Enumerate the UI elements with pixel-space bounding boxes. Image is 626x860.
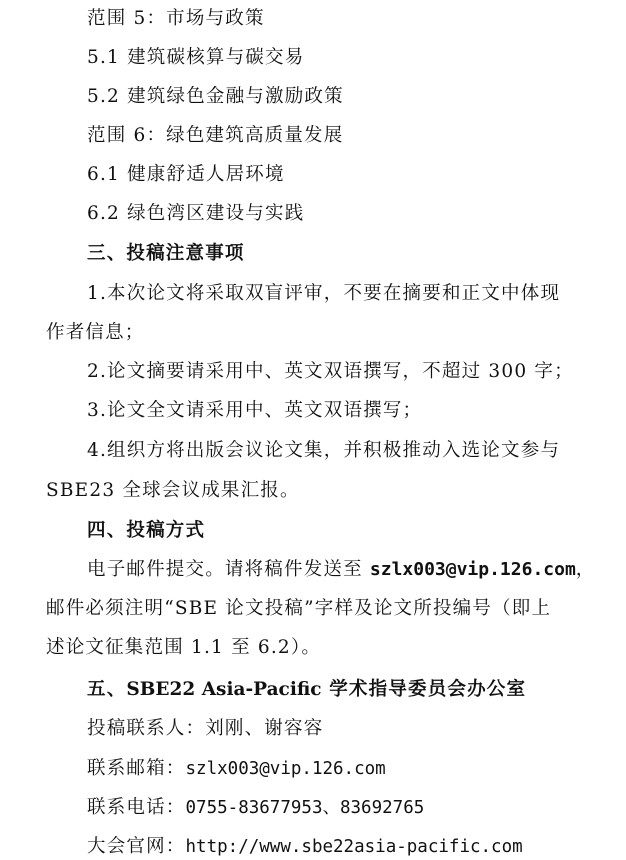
- scope5-item-2: 5.2 建筑绿色金融与激励政策: [87, 86, 344, 107]
- section5-heading-prefix: 五、: [87, 679, 127, 700]
- section4-heading: 四、投稿方式: [87, 520, 206, 541]
- section3-paragraph-4-line-2: SBE23 全球会议成果汇报。: [46, 480, 300, 501]
- scope5-item-1: 5.1 建筑碳核算与碳交易: [87, 47, 305, 68]
- website-label: 大会官网：: [87, 836, 186, 857]
- section4-line-2: 邮件必须注明“SBE 论文投稿”字样及论文所投编号（即上: [46, 598, 552, 619]
- contact-phone-value: 0755-83677953、83692765: [185, 798, 425, 818]
- contact-email-link[interactable]: szlx003@vip.126.com: [185, 759, 386, 779]
- section3-paragraph-2: 2.论文摘要请采用中、英文双语撰写，不超过 300 字；: [87, 361, 574, 382]
- scope6-item-2: 6.2 绿色湾区建设与实践: [87, 203, 305, 224]
- section5-heading: [0, 677, 626, 703]
- scope6-title: 范围 6：绿色建筑高质量发展: [87, 125, 344, 146]
- section3-paragraph-3: 3.论文全文请采用中、英文双语撰写；: [87, 400, 423, 421]
- section3-heading: 三、投稿注意事项: [87, 243, 245, 264]
- contact-phone-label: 联系电话：: [87, 797, 186, 818]
- section4-line-1-end: ，: [575, 559, 596, 580]
- contact-person-value: 刘刚、谢容容: [205, 718, 324, 739]
- scope5-title: 范围 5：市场与政策: [87, 8, 265, 29]
- section3-paragraph-1-line-2: 作者信息；: [46, 322, 145, 343]
- submission-email-link[interactable]: szlx003@vip.126.com: [369, 559, 576, 580]
- section5-heading-org: SBE22 Asia-Pacific: [126, 679, 322, 700]
- website-link[interactable]: http://www.sbe22asia-pacific.com: [185, 837, 523, 857]
- section4-line-1: [0, 557, 626, 583]
- section5-heading-suffix: 学术指导委员会办公室: [321, 679, 527, 700]
- section3-paragraph-4-line-1: 4.组织方将出版会议论文集，并积极推动入选论文参与: [87, 440, 561, 461]
- contact-email-label: 联系邮箱：: [87, 758, 186, 779]
- contact-email-line: [0, 756, 626, 782]
- contact-phone-line: [0, 795, 626, 821]
- scope6-item-1: 6.1 健康舒适人居环境: [87, 164, 285, 185]
- section4-line-3: 述论文征集范围 1.1 至 6.2）。: [46, 637, 322, 658]
- website-line: [0, 834, 626, 860]
- contact-person-line: [0, 716, 626, 742]
- section4-line-1-text: 电子邮件提交。请将稿件发送至: [87, 559, 370, 580]
- section3-paragraph-1-line-1: 1.本次论文将采取双盲评审，不要在摘要和正文中体现: [87, 283, 561, 304]
- contact-person-label: 投稿联系人：: [87, 718, 206, 739]
